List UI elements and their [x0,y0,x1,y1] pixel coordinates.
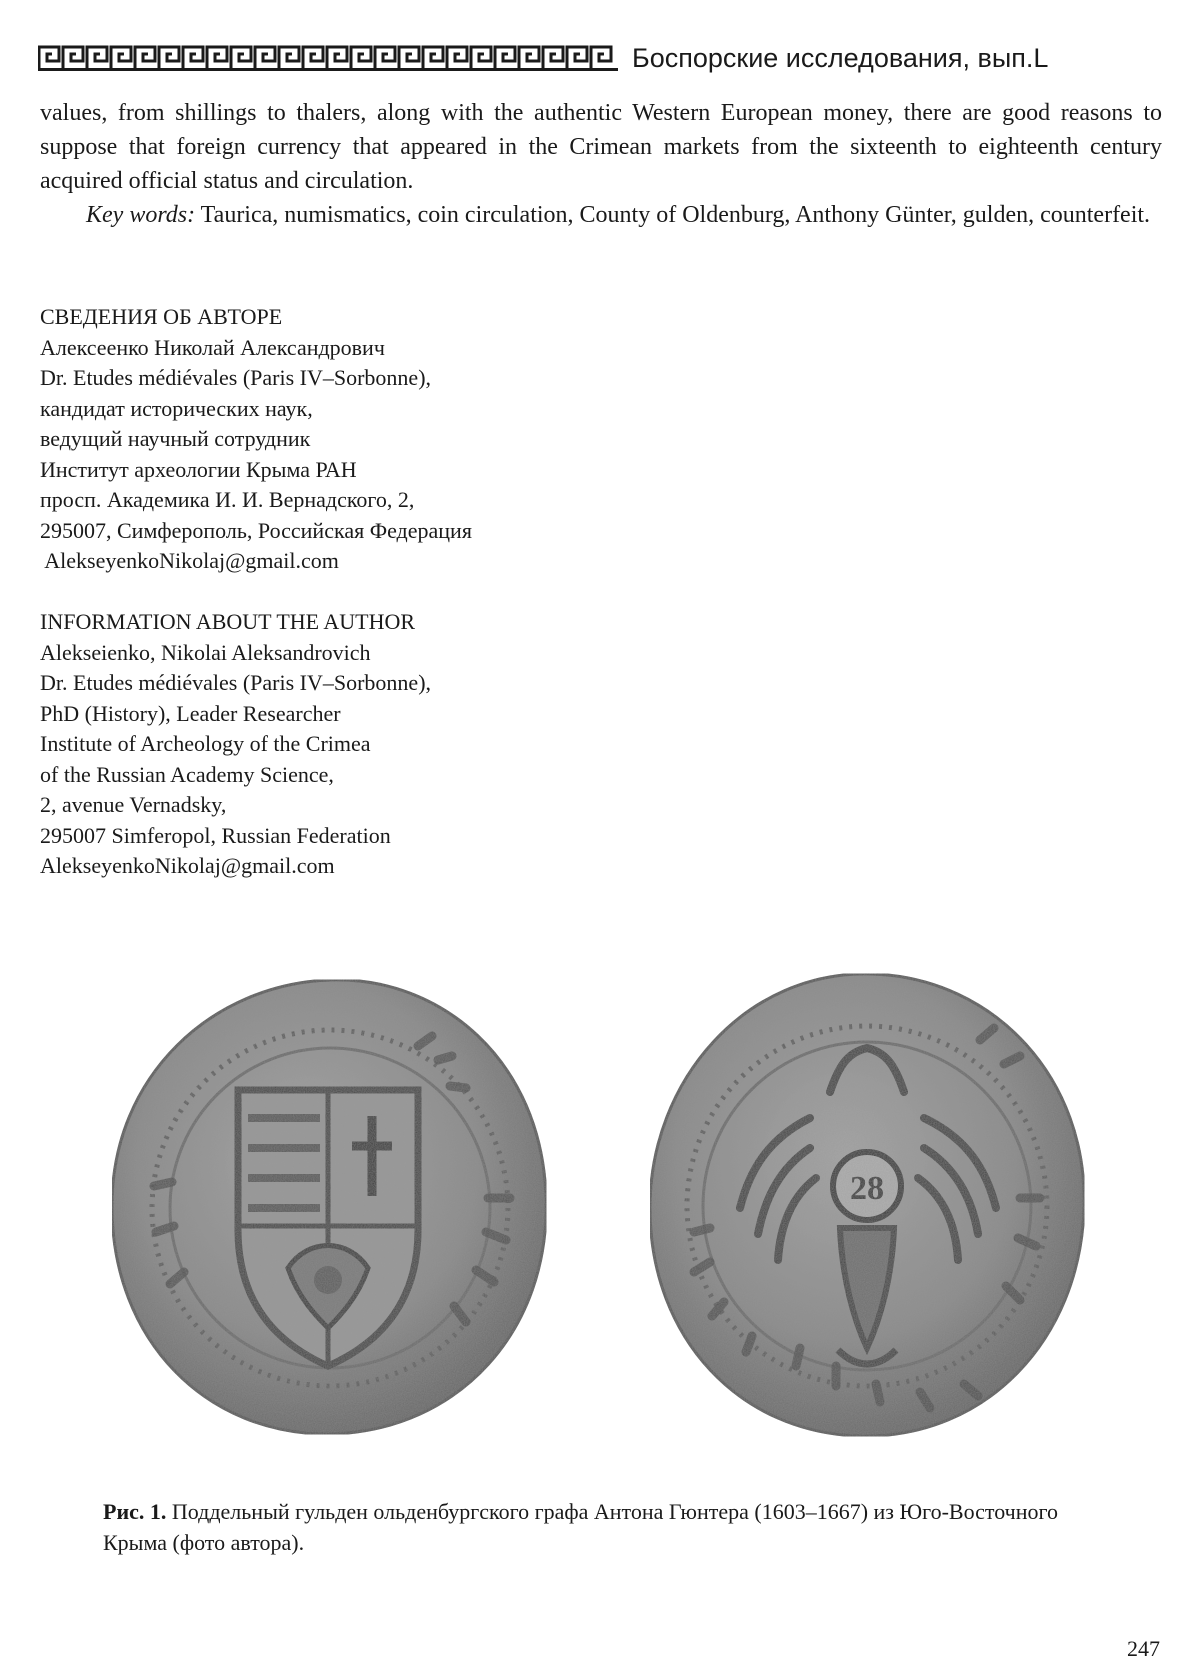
greek-key-unit [471,47,491,69]
figure-caption [103,1496,1093,1558]
greek-key-unit [255,47,275,69]
greek-key-unit [207,47,227,69]
keywords-paragraph [40,198,1162,232]
coin-figure [110,968,1090,1448]
greek-key-unit [591,47,611,69]
coin-reverse-image [650,974,1084,1436]
keywords-text: Taurica, numismatics, coin circulation, County of Oldenburg, Anthony Günter, gulden, counterfeit. [195,202,1151,228]
greek-key-unit [399,47,419,69]
greek-key-unit [279,47,299,69]
coin-obverse-image [112,980,546,1434]
greek-key-unit [447,47,467,69]
author-info-ru-line: кандидат исторических наук, [40,395,313,421]
greek-key-unit [63,47,83,69]
author-info-en-line: of the Russian Academy Science, [40,761,334,787]
author-info-en-line: 2, avenue Vernadsky, [40,792,227,817]
author-info-en [40,607,660,882]
author-info-ru-line: Алексеенко Николай Александрович [40,334,385,360]
author-info-ru [40,302,660,577]
greek-key-unit [375,47,395,69]
figure-caption-text: Поддельный гульден ольденбургского графа Антона Гюнтера (1603–1667) из Юго-Восточного Крыма (фото автора). [103,1499,1058,1555]
author-info-en-line: PhD (History), Leader Researcher [40,700,341,726]
author-info-en-line: Institute of Archeology of the Crimea [40,731,371,756]
greek-key-unit [327,47,347,69]
greek-key-unit [423,47,443,69]
abstract-continuation [40,96,1162,232]
greek-key-unit [231,47,251,69]
greek-key-unit [519,47,539,69]
greek-key-unit [543,47,563,69]
page-number: 247 [1127,1636,1160,1661]
greek-key-unit [351,47,371,69]
author-info-ru-line: Dr. Etudes médiévales (Paris IV–Sorbonne), [40,365,432,390]
author-info-ru-line: просп. Академика И. И. Вернадского, 2, [40,487,415,512]
author-info-en-heading: INFORMATION ABOUT THE AUTHOR [40,609,416,634]
author-info-en-line: Dr. Etudes médiévales (Paris IV–Sorbonne), [40,670,432,695]
greek-key-unit [87,47,107,69]
author-info-ru-line: 295007, Симферополь, Российская Федерация [40,517,472,543]
greek-key-unit [159,47,179,69]
greek-key-unit [303,47,323,69]
author-email-ru: AlekseyenkoNikolaj@gmail.com [40,548,339,573]
author-info-en-line: 295007 Simferopol, Russian Federation [40,822,391,848]
greek-key-unit [183,47,203,69]
author-email-en: AlekseyenkoNikolaj@gmail.com [40,853,335,878]
journal-title: Боспорские исследования, вып.L [632,42,1049,73]
countermark-number: 28 [850,1170,884,1207]
greek-key-ornament-icon [38,45,618,71]
author-info-ru-line: ведущий научный сотрудник [40,426,311,451]
greek-key-unit [111,47,131,69]
abstract-text: values, from shillings to thalers, along with the authentic Western European money, there are good reasons to suppose that foreign currency that appeared in the Crimean markets from the sixteenth to eighteenth century acquired official status and circulation. [40,100,1162,194]
keywords-label: Key words: [86,202,196,228]
greek-key-unit [39,47,59,69]
greek-key-unit [135,47,155,69]
running-header [38,38,1162,78]
author-info-ru-heading: СВЕДЕНИЯ ОБ АВТОРЕ [40,304,283,329]
greek-key-unit [495,47,515,69]
author-info-ru-line: Институт археологии Крыма РАН [40,456,357,482]
figure-caption-label: Рис. 1. [103,1499,167,1524]
author-info-en-line: Alekseienko, Nikolai Aleksandrovich [40,639,371,665]
greek-key-unit [567,47,587,69]
